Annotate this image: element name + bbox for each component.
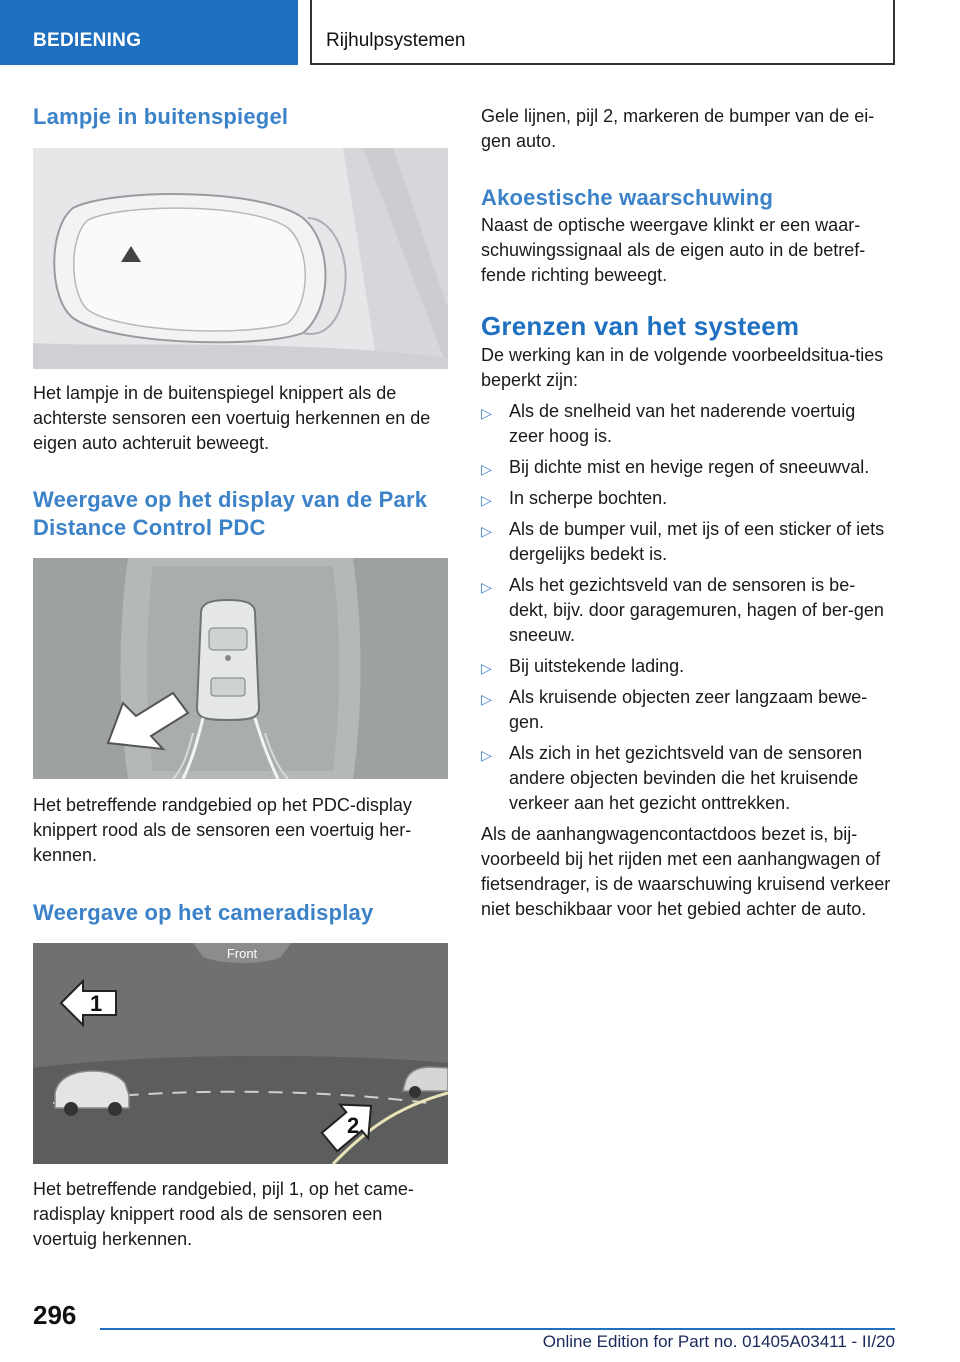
header-section-tab [0, 0, 298, 65]
list-item: ▷ In scherpe bochten. [481, 486, 893, 511]
list-item: ▷ Bij dichte mist en hevige regen of sneeuwval. [481, 455, 893, 480]
list-item: ▷ Bij uitstekende lading. [481, 654, 893, 679]
pdc-display-figure [33, 558, 448, 779]
heading-system-limits: Grenzen van het systeem [481, 311, 800, 341]
list-item: ▷ Als de bumper vuil, met ijs of een sticker of iets dergelijks bedekt is. [481, 519, 885, 564]
page-number: 296 [33, 1300, 77, 1330]
triangle-bullet-icon: ▷ [481, 523, 492, 539]
triangle-bullet-icon: ▷ [481, 660, 492, 676]
camera-display-figure [33, 943, 448, 1164]
paragraph-system-limits: De werking kan in de volgende voorbeeldsitua‐ties beperkt zijn: [481, 345, 884, 390]
footer-divider [100, 1328, 895, 1330]
header-chapter-label: Rijhulpsystemen [326, 30, 466, 51]
triangle-bullet-icon: ▷ [481, 492, 492, 508]
heading-camera-display: Weergave op het cameradisplay [33, 900, 374, 925]
limits-list [481, 399, 893, 816]
list-item: ▷ Als zich in het gezichtsveld van de sensoren andere objecten bevinden die het kruisende verkeer aan het gezicht onttrekken. [481, 743, 863, 813]
heading-mirror-light: Lampje in buitenspiegel [33, 104, 289, 129]
paragraph-pdc-display: Het betreffende randgebied op het PDC-display knippert rood als de sensoren een voertuig her‐kennen. [33, 795, 412, 865]
heading-pdc-display: Weergave op het display van de Park Distance Control PDC [33, 487, 428, 540]
heading-acoustic-warning: Akoestische waarschuwing [481, 185, 774, 210]
arrow-1-label: 1 [90, 991, 103, 1016]
triangle-bullet-icon: ▷ [481, 405, 492, 421]
paragraph-camera-display: Het betreffende randgebied, pijl 1, op het came‐radisplay knippert rood als de sensoren een voertuig herkennen. [33, 1179, 414, 1249]
arrow-2-label: 2 [347, 1113, 360, 1138]
right-column [481, 100, 893, 922]
paragraph-acoustic-warning: Naast de optische weergave klinkt er een waar‐schuwingssignaal als de eigen auto in de betref‐fende richting beweegt. [481, 215, 866, 285]
front-label: Front [226, 946, 258, 961]
paragraph-trailer-socket: Als de aanhangwagencontactdoos bezet is, bij‐voorbeeld bij het rijden met een aanhangwagen of fietsendrager, is de waarschuwing kruisend verkeer niet beschikbaar voor het gebied achter de auto. [481, 824, 891, 919]
left-column [33, 100, 448, 1252]
paragraph-mirror-light: Het lampje in de buitenspiegel knippert als de achterste sensoren een voertuig herkennen en de eigen auto achteruit beweegt. [33, 383, 431, 453]
list-item: ▷ Als kruisende objecten zeer langzaam bewe‐gen. [481, 687, 868, 732]
triangle-bullet-icon: ▷ [481, 461, 492, 477]
list-item: ▷ Als de snelheid van het naderende voertuig zeer hoog is. [481, 401, 856, 446]
triangle-bullet-icon: ▷ [481, 747, 492, 763]
list-item: ▷ Als het gezichtsveld van de sensoren is be‐dekt, bijv. door garagemuren, hagen of ber‐gen sneeuw. [481, 575, 884, 645]
footer-edition: Online Edition for Part no. 01405A03411 - II/20 [542, 1332, 895, 1351]
triangle-bullet-icon: ▷ [481, 691, 492, 707]
car-top-view-icon [197, 600, 259, 720]
header-section-label: BEDIENING [33, 30, 142, 51]
paragraph-yellow-lines: Gele lijnen, pijl 2, markeren de bumper van de ei‐gen auto. [481, 106, 875, 151]
mirror-light-figure [33, 148, 448, 369]
header-chapter-box [310, 0, 895, 65]
triangle-bullet-icon: ▷ [481, 579, 492, 595]
